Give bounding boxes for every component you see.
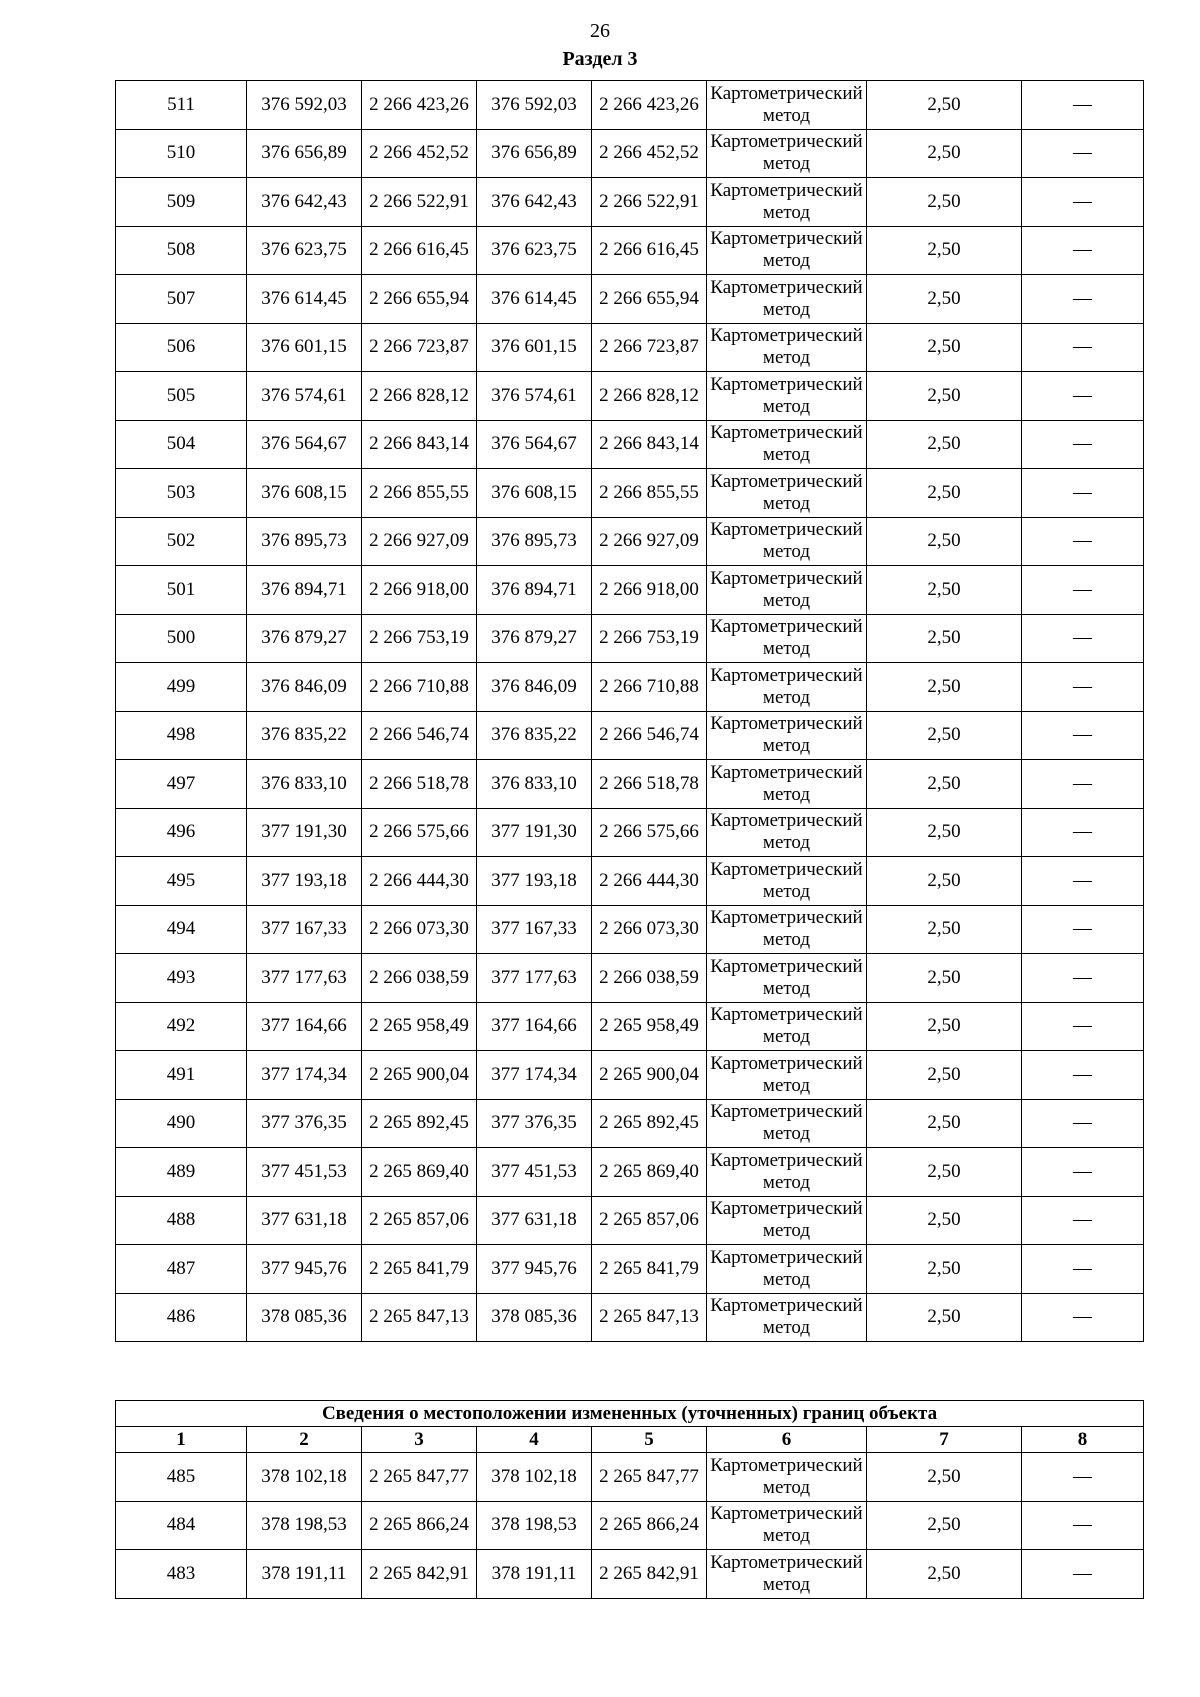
y-existing-cell: 2 266 616,45: [362, 226, 477, 275]
y-existing-cell: 2 265 869,40: [362, 1148, 477, 1197]
column-number-8: 8: [1022, 1427, 1144, 1453]
point-number-cell: 510: [116, 129, 247, 178]
description-cell: —: [1022, 857, 1144, 906]
point-number-cell: 505: [116, 372, 247, 421]
x-refined-cell: 377 177,63: [477, 954, 592, 1003]
x-existing-cell: 378 191,11: [247, 1550, 362, 1599]
section-title: Раздел 3: [562, 48, 638, 70]
table-row: [116, 711, 1144, 760]
determination-method-cell: Картометрический метод: [707, 1002, 867, 1051]
point-number-cell: 483: [116, 1550, 247, 1599]
x-refined-cell: 376 894,71: [477, 566, 592, 615]
point-number-cell: 511: [116, 81, 247, 130]
x-refined-cell: 376 895,73: [477, 517, 592, 566]
x-refined-cell: 377 193,18: [477, 857, 592, 906]
point-number-cell: 497: [116, 760, 247, 809]
x-refined-cell: 377 191,30: [477, 808, 592, 857]
y-refined-cell: 2 266 723,87: [592, 323, 707, 372]
accuracy-cell: 2,50: [867, 954, 1022, 1003]
point-number-cell: 496: [116, 808, 247, 857]
x-existing-cell: 376 879,27: [247, 614, 362, 663]
determination-method-cell: Картометрический метод: [707, 469, 867, 518]
x-refined-cell: 377 631,18: [477, 1196, 592, 1245]
y-refined-cell: 2 265 892,45: [592, 1099, 707, 1148]
accuracy-cell: 2,50: [867, 1550, 1022, 1599]
x-refined-cell: 376 833,10: [477, 760, 592, 809]
point-number-cell: 498: [116, 711, 247, 760]
y-existing-cell: 2 266 546,74: [362, 711, 477, 760]
determination-method-cell: Картометрический метод: [707, 517, 867, 566]
accuracy-cell: 2,50: [867, 857, 1022, 906]
x-refined-cell: 377 167,33: [477, 905, 592, 954]
y-existing-cell: 2 265 857,06: [362, 1196, 477, 1245]
accuracy-cell: 2,50: [867, 711, 1022, 760]
y-existing-cell: 2 266 575,66: [362, 808, 477, 857]
point-number-cell: 493: [116, 954, 247, 1003]
description-cell: —: [1022, 1002, 1144, 1051]
y-refined-cell: 2 266 843,14: [592, 420, 707, 469]
determination-method-cell: Картометрический метод: [707, 226, 867, 275]
page-number: 26: [590, 20, 610, 42]
x-refined-cell: 376 614,45: [477, 275, 592, 324]
point-number-cell: 491: [116, 1051, 247, 1100]
table-row: [116, 81, 1144, 130]
y-refined-cell: 2 266 518,78: [592, 760, 707, 809]
x-refined-cell: 376 601,15: [477, 323, 592, 372]
table-row: [116, 760, 1144, 809]
y-existing-cell: 2 266 855,55: [362, 469, 477, 518]
y-existing-cell: 2 265 900,04: [362, 1051, 477, 1100]
y-refined-cell: 2 266 444,30: [592, 857, 707, 906]
description-cell: —: [1022, 954, 1144, 1003]
y-existing-cell: 2 265 842,91: [362, 1550, 477, 1599]
determination-method-cell: Картометрический метод: [707, 614, 867, 663]
x-existing-cell: 377 193,18: [247, 857, 362, 906]
table-row: [116, 469, 1144, 518]
determination-method-cell: Картометрический метод: [707, 81, 867, 130]
description-cell: —: [1022, 81, 1144, 130]
accuracy-cell: 2,50: [867, 1453, 1022, 1502]
table-row: [116, 1245, 1144, 1294]
column-number-row: [116, 1427, 1144, 1453]
point-number-cell: 487: [116, 1245, 247, 1294]
accuracy-cell: 2,50: [867, 372, 1022, 421]
x-refined-cell: 376 608,15: [477, 469, 592, 518]
y-existing-cell: 2 266 753,19: [362, 614, 477, 663]
x-existing-cell: 377 451,53: [247, 1148, 362, 1197]
description-cell: —: [1022, 1453, 1144, 1502]
x-refined-cell: 377 451,53: [477, 1148, 592, 1197]
x-existing-cell: 376 642,43: [247, 178, 362, 227]
table-row: [116, 372, 1144, 421]
y-refined-cell: 2 265 869,40: [592, 1148, 707, 1197]
y-refined-cell: 2 266 546,74: [592, 711, 707, 760]
table-row: [116, 1002, 1144, 1051]
description-cell: —: [1022, 614, 1144, 663]
y-refined-cell: 2 266 927,09: [592, 517, 707, 566]
determination-method-cell: Картометрический метод: [707, 760, 867, 809]
description-cell: —: [1022, 1051, 1144, 1100]
table-row: [116, 566, 1144, 615]
y-existing-cell: 2 266 518,78: [362, 760, 477, 809]
y-existing-cell: 2 266 423,26: [362, 81, 477, 130]
x-existing-cell: 376 564,67: [247, 420, 362, 469]
x-existing-cell: 376 601,15: [247, 323, 362, 372]
y-refined-cell: 2 266 855,55: [592, 469, 707, 518]
x-existing-cell: 378 102,18: [247, 1453, 362, 1502]
x-existing-cell: 376 835,22: [247, 711, 362, 760]
accuracy-cell: 2,50: [867, 517, 1022, 566]
accuracy-cell: 2,50: [867, 808, 1022, 857]
table-row: [116, 517, 1144, 566]
y-existing-cell: 2 265 841,79: [362, 1245, 477, 1294]
y-refined-cell: 2 266 575,66: [592, 808, 707, 857]
determination-method-cell: Картометрический метод: [707, 1245, 867, 1294]
table-row: [116, 226, 1144, 275]
y-existing-cell: 2 266 927,09: [362, 517, 477, 566]
column-number-3: 3: [362, 1427, 477, 1453]
column-number-2: 2: [247, 1427, 362, 1453]
description-cell: —: [1022, 808, 1144, 857]
point-number-cell: 499: [116, 663, 247, 712]
y-refined-cell: 2 265 900,04: [592, 1051, 707, 1100]
y-existing-cell: 2 266 843,14: [362, 420, 477, 469]
column-number-1: 1: [116, 1427, 247, 1453]
point-number-cell: 504: [116, 420, 247, 469]
y-refined-cell: 2 265 847,77: [592, 1453, 707, 1502]
x-existing-cell: 376 608,15: [247, 469, 362, 518]
determination-method-cell: Картометрический метод: [707, 663, 867, 712]
y-refined-cell: 2 266 753,19: [592, 614, 707, 663]
y-existing-cell: 2 266 452,52: [362, 129, 477, 178]
x-refined-cell: 376 592,03: [477, 81, 592, 130]
x-refined-cell: 378 102,18: [477, 1453, 592, 1502]
point-number-cell: 484: [116, 1501, 247, 1550]
description-cell: —: [1022, 323, 1144, 372]
point-number-cell: 492: [116, 1002, 247, 1051]
table-row: [116, 1501, 1144, 1550]
accuracy-cell: 2,50: [867, 905, 1022, 954]
accuracy-cell: 2,50: [867, 614, 1022, 663]
determination-method-cell: Картометрический метод: [707, 566, 867, 615]
accuracy-cell: 2,50: [867, 1196, 1022, 1245]
y-refined-cell: 2 266 038,59: [592, 954, 707, 1003]
y-refined-cell: 2 265 866,24: [592, 1501, 707, 1550]
description-cell: —: [1022, 275, 1144, 324]
column-number-5: 5: [592, 1427, 707, 1453]
x-existing-cell: 376 623,75: [247, 226, 362, 275]
y-existing-cell: 2 265 958,49: [362, 1002, 477, 1051]
accuracy-cell: 2,50: [867, 1099, 1022, 1148]
table-row: [116, 420, 1144, 469]
point-number-cell: 506: [116, 323, 247, 372]
determination-method-cell: Картометрический метод: [707, 420, 867, 469]
x-refined-cell: 378 191,11: [477, 1550, 592, 1599]
determination-method-cell: Картометрический метод: [707, 711, 867, 760]
determination-method-cell: Картометрический метод: [707, 178, 867, 227]
x-refined-cell: 376 846,09: [477, 663, 592, 712]
table-row: [116, 1099, 1144, 1148]
table-row: [116, 808, 1144, 857]
x-existing-cell: 376 846,09: [247, 663, 362, 712]
description-cell: —: [1022, 1148, 1144, 1197]
y-refined-cell: 2 266 423,26: [592, 81, 707, 130]
y-existing-cell: 2 265 892,45: [362, 1099, 477, 1148]
x-existing-cell: 376 574,61: [247, 372, 362, 421]
description-cell: —: [1022, 1245, 1144, 1294]
table-row: [116, 954, 1144, 1003]
y-existing-cell: 2 266 655,94: [362, 275, 477, 324]
accuracy-cell: 2,50: [867, 420, 1022, 469]
y-existing-cell: 2 265 847,13: [362, 1293, 477, 1342]
determination-method-cell: Картометрический метод: [707, 275, 867, 324]
table-caption: Сведения о местоположении измененных (уточненных) границ объекта: [116, 1401, 1144, 1427]
coordinates-table: [115, 80, 1144, 1342]
description-cell: —: [1022, 372, 1144, 421]
description-cell: —: [1022, 566, 1144, 615]
x-existing-cell: 377 376,35: [247, 1099, 362, 1148]
description-cell: —: [1022, 1293, 1144, 1342]
description-cell: —: [1022, 1501, 1144, 1550]
y-refined-cell: 2 266 918,00: [592, 566, 707, 615]
x-existing-cell: 378 198,53: [247, 1501, 362, 1550]
accuracy-cell: 2,50: [867, 178, 1022, 227]
description-cell: —: [1022, 469, 1144, 518]
y-refined-cell: 2 266 710,88: [592, 663, 707, 712]
accuracy-cell: 2,50: [867, 663, 1022, 712]
point-number-cell: 507: [116, 275, 247, 324]
x-existing-cell: 377 631,18: [247, 1196, 362, 1245]
x-existing-cell: 376 894,71: [247, 566, 362, 615]
accuracy-cell: 2,50: [867, 275, 1022, 324]
y-existing-cell: 2 266 444,30: [362, 857, 477, 906]
determination-method-cell: Картометрический метод: [707, 1550, 867, 1599]
table-row: [116, 1293, 1144, 1342]
y-refined-cell: 2 265 847,13: [592, 1293, 707, 1342]
x-existing-cell: 377 167,33: [247, 905, 362, 954]
determination-method-cell: Картометрический метод: [707, 1196, 867, 1245]
accuracy-cell: 2,50: [867, 469, 1022, 518]
determination-method-cell: Картометрический метод: [707, 857, 867, 906]
determination-method-cell: Картометрический метод: [707, 372, 867, 421]
x-existing-cell: 376 614,45: [247, 275, 362, 324]
y-refined-cell: 2 265 841,79: [592, 1245, 707, 1294]
y-existing-cell: 2 266 073,30: [362, 905, 477, 954]
x-existing-cell: 376 592,03: [247, 81, 362, 130]
determination-method-cell: Картометрический метод: [707, 1099, 867, 1148]
table-row: [116, 1148, 1144, 1197]
table-row: [116, 1196, 1144, 1245]
changed-boundaries-table: [115, 1400, 1144, 1599]
x-existing-cell: 376 656,89: [247, 129, 362, 178]
determination-method-cell: Картометрический метод: [707, 808, 867, 857]
accuracy-cell: 2,50: [867, 1501, 1022, 1550]
y-refined-cell: 2 266 452,52: [592, 129, 707, 178]
description-cell: —: [1022, 711, 1144, 760]
determination-method-cell: Картометрический метод: [707, 1453, 867, 1502]
point-number-cell: 509: [116, 178, 247, 227]
x-existing-cell: 377 945,76: [247, 1245, 362, 1294]
point-number-cell: 502: [116, 517, 247, 566]
accuracy-cell: 2,50: [867, 760, 1022, 809]
accuracy-cell: 2,50: [867, 1148, 1022, 1197]
accuracy-cell: 2,50: [867, 1245, 1022, 1294]
y-refined-cell: 2 266 522,91: [592, 178, 707, 227]
determination-method-cell: Картометрический метод: [707, 1051, 867, 1100]
y-existing-cell: 2 265 866,24: [362, 1501, 477, 1550]
table-row: [116, 614, 1144, 663]
determination-method-cell: Картометрический метод: [707, 954, 867, 1003]
x-refined-cell: 378 085,36: [477, 1293, 592, 1342]
x-refined-cell: 376 642,43: [477, 178, 592, 227]
x-refined-cell: 376 564,67: [477, 420, 592, 469]
y-refined-cell: 2 265 857,06: [592, 1196, 707, 1245]
point-number-cell: 486: [116, 1293, 247, 1342]
x-refined-cell: 378 198,53: [477, 1501, 592, 1550]
determination-method-cell: Картометрический метод: [707, 323, 867, 372]
accuracy-cell: 2,50: [867, 1293, 1022, 1342]
description-cell: —: [1022, 129, 1144, 178]
y-existing-cell: 2 266 828,12: [362, 372, 477, 421]
description-cell: —: [1022, 760, 1144, 809]
table-row: [116, 1453, 1144, 1502]
description-cell: —: [1022, 517, 1144, 566]
y-existing-cell: 2 266 710,88: [362, 663, 477, 712]
description-cell: —: [1022, 420, 1144, 469]
column-number-6: 6: [707, 1427, 867, 1453]
y-refined-cell: 2 265 842,91: [592, 1550, 707, 1599]
point-number-cell: 490: [116, 1099, 247, 1148]
y-refined-cell: 2 266 655,94: [592, 275, 707, 324]
description-cell: —: [1022, 226, 1144, 275]
table-row: [116, 1550, 1144, 1599]
accuracy-cell: 2,50: [867, 129, 1022, 178]
determination-method-cell: Картометрический метод: [707, 1148, 867, 1197]
accuracy-cell: 2,50: [867, 81, 1022, 130]
point-number-cell: 489: [116, 1148, 247, 1197]
determination-method-cell: Картометрический метод: [707, 905, 867, 954]
description-cell: —: [1022, 1196, 1144, 1245]
x-existing-cell: 376 895,73: [247, 517, 362, 566]
y-existing-cell: 2 266 522,91: [362, 178, 477, 227]
x-refined-cell: 376 623,75: [477, 226, 592, 275]
accuracy-cell: 2,50: [867, 1002, 1022, 1051]
point-number-cell: 494: [116, 905, 247, 954]
accuracy-cell: 2,50: [867, 226, 1022, 275]
point-number-cell: 495: [116, 857, 247, 906]
description-cell: —: [1022, 905, 1144, 954]
table-row: [116, 905, 1144, 954]
y-refined-cell: 2 266 616,45: [592, 226, 707, 275]
table-row: [116, 1051, 1144, 1100]
description-cell: —: [1022, 663, 1144, 712]
table-row: [116, 857, 1144, 906]
determination-method-cell: Картометрический метод: [707, 1501, 867, 1550]
accuracy-cell: 2,50: [867, 323, 1022, 372]
x-existing-cell: 377 164,66: [247, 1002, 362, 1051]
point-number-cell: 500: [116, 614, 247, 663]
description-cell: —: [1022, 1099, 1144, 1148]
x-refined-cell: 376 879,27: [477, 614, 592, 663]
x-existing-cell: 376 833,10: [247, 760, 362, 809]
description-cell: —: [1022, 178, 1144, 227]
y-existing-cell: 2 266 038,59: [362, 954, 477, 1003]
determination-method-cell: Картометрический метод: [707, 1293, 867, 1342]
x-existing-cell: 377 174,34: [247, 1051, 362, 1100]
description-cell: —: [1022, 1550, 1144, 1599]
x-refined-cell: 377 945,76: [477, 1245, 592, 1294]
y-refined-cell: 2 265 958,49: [592, 1002, 707, 1051]
point-number-cell: 503: [116, 469, 247, 518]
accuracy-cell: 2,50: [867, 566, 1022, 615]
x-refined-cell: 377 376,35: [477, 1099, 592, 1148]
y-existing-cell: 2 266 918,00: [362, 566, 477, 615]
column-number-7: 7: [867, 1427, 1022, 1453]
x-existing-cell: 378 085,36: [247, 1293, 362, 1342]
x-refined-cell: 376 656,89: [477, 129, 592, 178]
column-number-4: 4: [477, 1427, 592, 1453]
x-existing-cell: 377 177,63: [247, 954, 362, 1003]
table-row: [116, 275, 1144, 324]
determination-method-cell: Картометрический метод: [707, 129, 867, 178]
table-row: [116, 663, 1144, 712]
point-number-cell: 508: [116, 226, 247, 275]
point-number-cell: 488: [116, 1196, 247, 1245]
x-existing-cell: 377 191,30: [247, 808, 362, 857]
x-refined-cell: 376 835,22: [477, 711, 592, 760]
accuracy-cell: 2,50: [867, 1051, 1022, 1100]
y-refined-cell: 2 266 828,12: [592, 372, 707, 421]
x-refined-cell: 376 574,61: [477, 372, 592, 421]
table-row: [116, 178, 1144, 227]
table-row: [116, 323, 1144, 372]
point-number-cell: 501: [116, 566, 247, 615]
y-existing-cell: 2 265 847,77: [362, 1453, 477, 1502]
table-row: [116, 129, 1144, 178]
x-refined-cell: 377 174,34: [477, 1051, 592, 1100]
point-number-cell: 485: [116, 1453, 247, 1502]
y-existing-cell: 2 266 723,87: [362, 323, 477, 372]
x-refined-cell: 377 164,66: [477, 1002, 592, 1051]
y-refined-cell: 2 266 073,30: [592, 905, 707, 954]
